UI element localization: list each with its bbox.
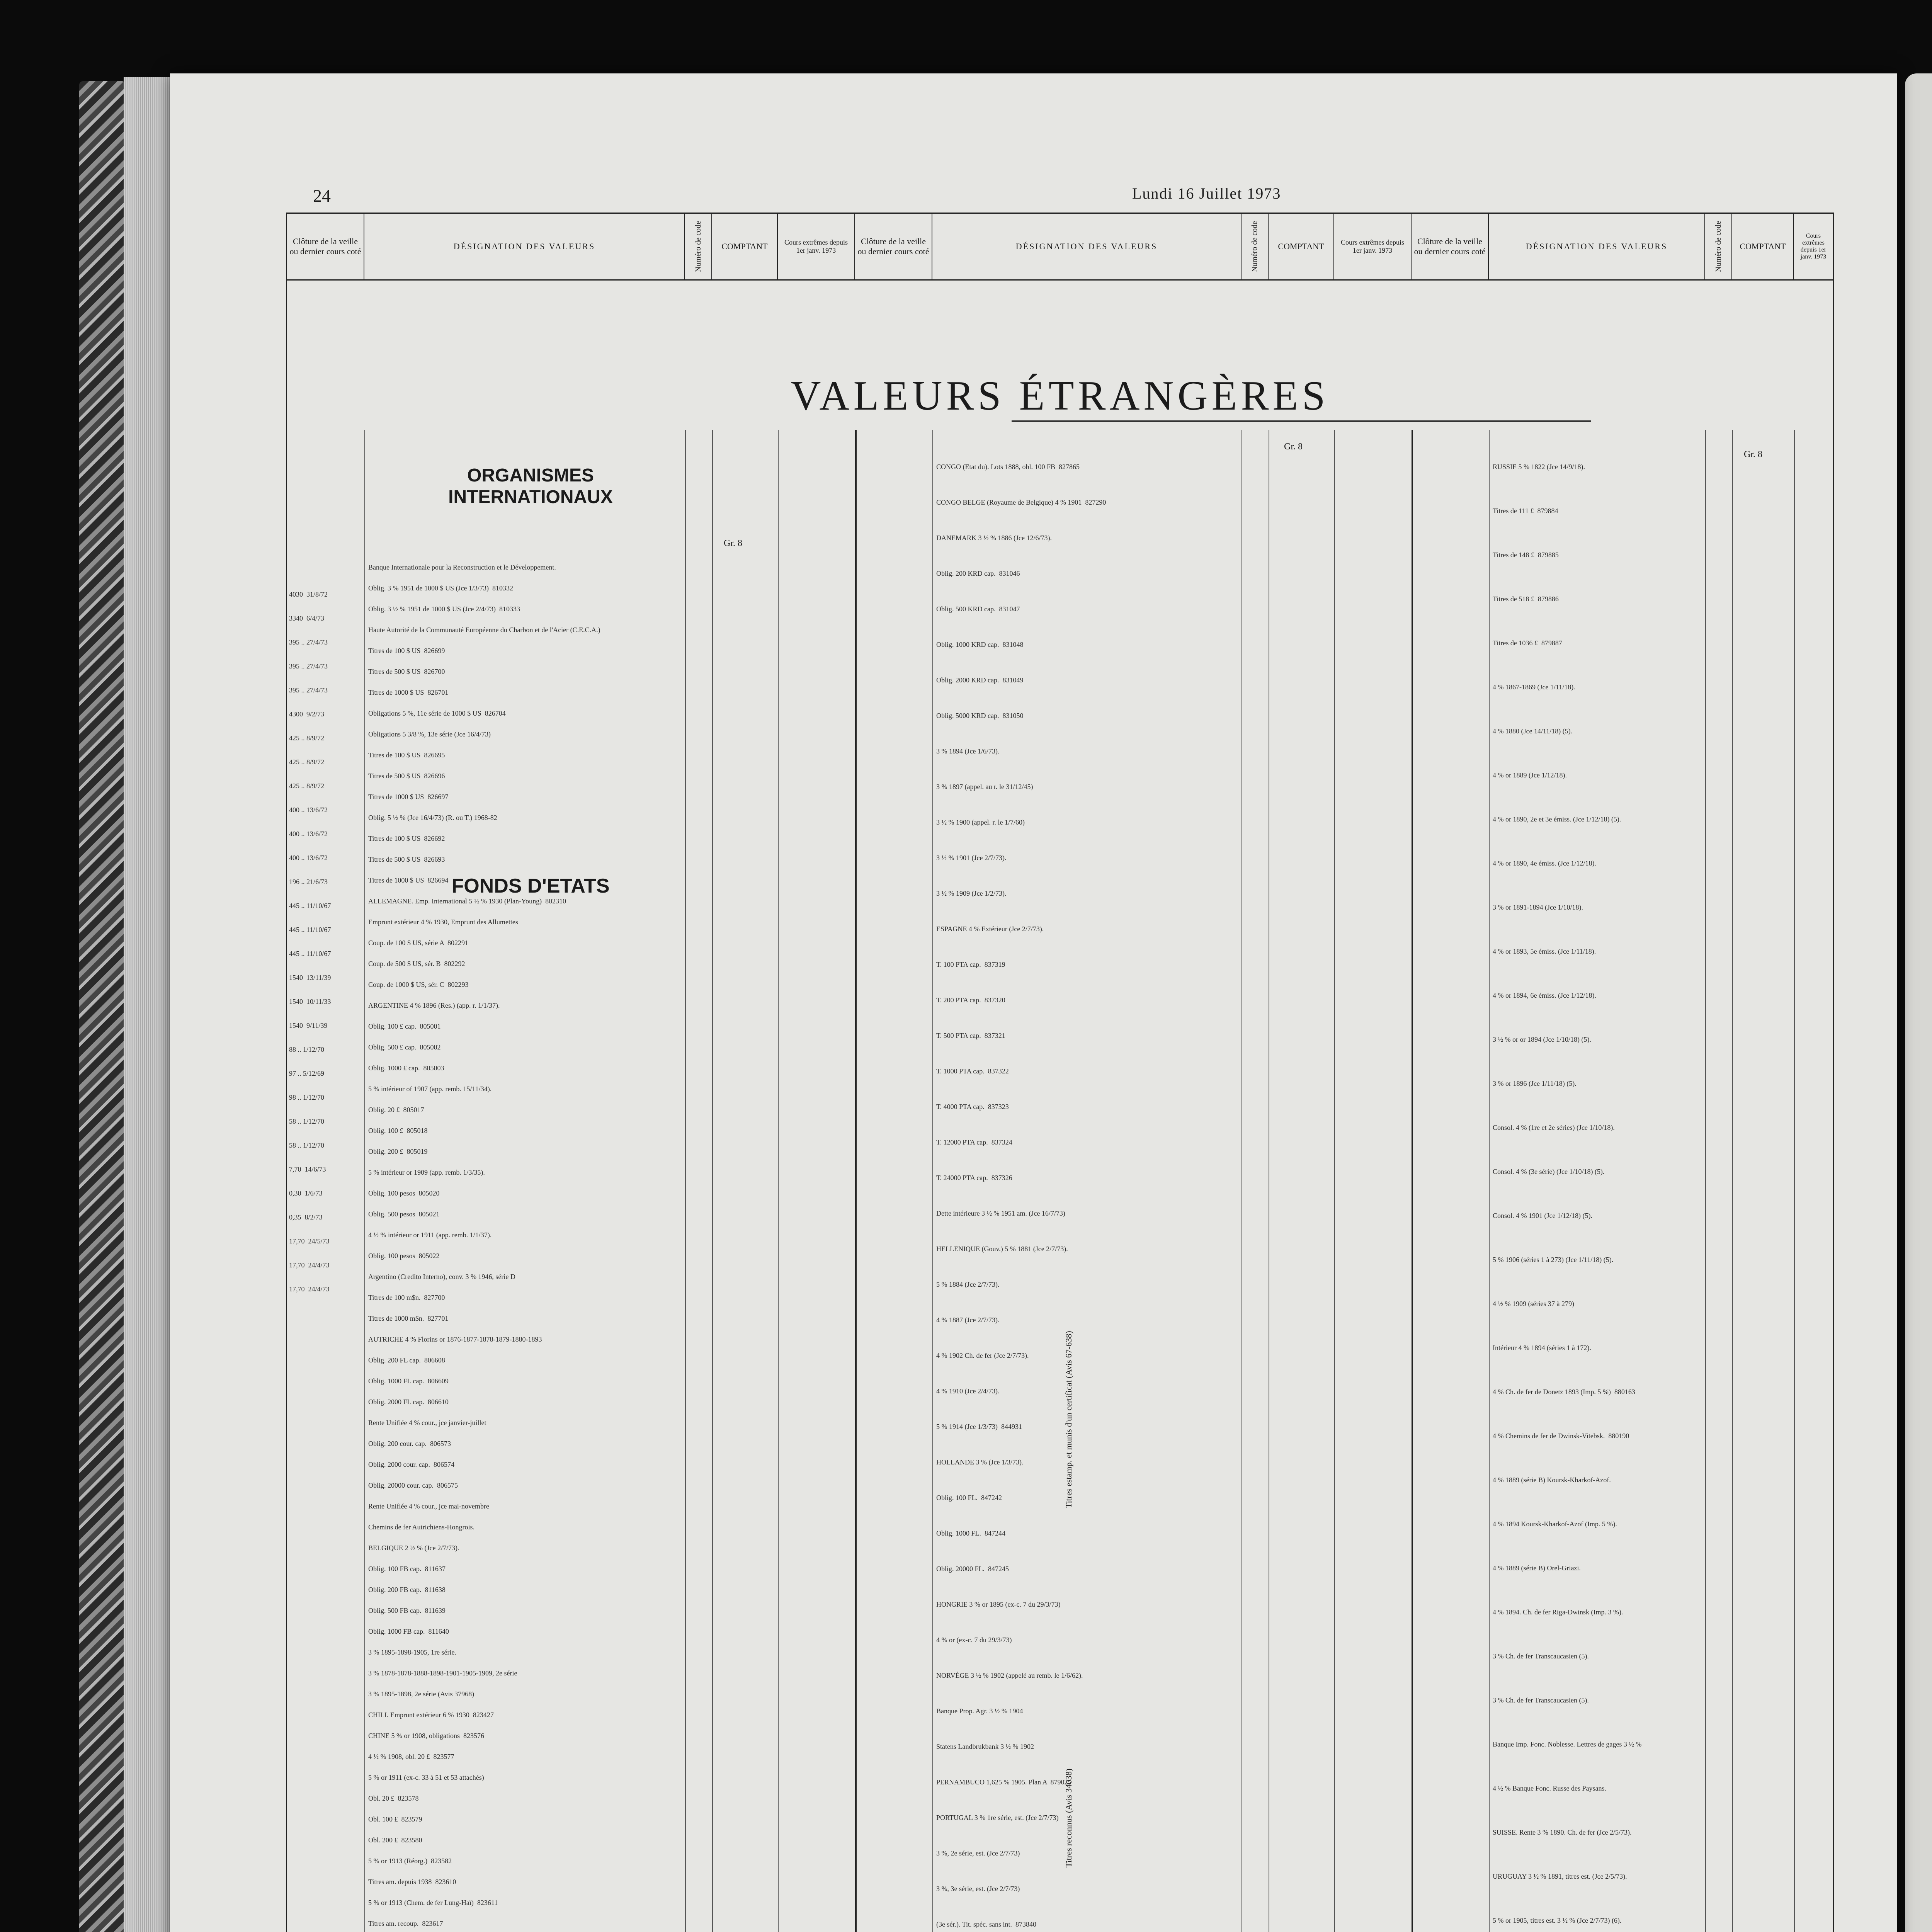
previous-close-value: 58 .. 1/12/70: [289, 1117, 325, 1125]
listing-line: Titres de 1000 $ US 826701: [368, 689, 449, 696]
group-label: Gr. 8: [1744, 449, 1762, 459]
listing-line: Coup. de 1000 $ US, sér. C 802293: [368, 981, 469, 988]
header-extremes: Cours extrêmes depuis 1er janv. 1973: [778, 214, 855, 279]
previous-close-value: 98 .. 1/12/70: [289, 1094, 325, 1101]
header-cloture: Clôture de la veille ou dernier cours coté: [287, 214, 364, 279]
listing-line: Oblig. 20000 cour. cap. 806575: [368, 1481, 458, 1489]
listing-line: Oblig. 500 KRD cap. 831047: [936, 605, 1020, 613]
listing-line: 4 % 1889 (série B) Orel-Griazi.: [1493, 1564, 1581, 1572]
listing-line: 5 % or 1911 (ex-c. 33 à 51 et 53 attachés): [368, 1774, 484, 1781]
listing-line: 4 % Chemins de fer de Dwinsk-Vitebsk. 880190: [1493, 1432, 1629, 1440]
listing-line: Titres de 1000 $ US 826697: [368, 793, 449, 801]
listing-line: 3 % 1894 (Jce 1/6/73).: [936, 747, 1000, 755]
listing-line: Banque Prop. Agr. 3 ½ % 1904: [936, 1707, 1023, 1715]
listing-line: T. 500 PTA cap. 837321: [936, 1032, 1005, 1039]
listing-line: Intérieur 4 % 1894 (séries 1 à 172).: [1493, 1344, 1591, 1352]
listing-line: T. 24000 PTA cap. 837326: [936, 1174, 1012, 1182]
listing-line: Oblig. 500 FB cap. 811639: [368, 1607, 446, 1614]
listing-line: 3 % 1895-1898-1905, 1re série.: [368, 1648, 456, 1656]
listing-line: Obl. 100 £ 823579: [368, 1815, 422, 1823]
listing-line: ESPAGNE 4 % Extérieur (Jce 2/7/73).: [936, 925, 1044, 933]
previous-close-value: 425 .. 8/9/72: [289, 758, 325, 766]
listing-line: 5 % 1884 (Jce 2/7/73).: [936, 1281, 1000, 1288]
previous-close-value: 88 .. 1/12/70: [289, 1046, 325, 1053]
header-code-text: Numéro de code: [1714, 221, 1723, 272]
margin-note-certificat: Titres estamp. et munis d'un certificat (Avis 67-638): [1064, 1331, 1073, 1508]
group-label: Gr. 8: [1284, 442, 1303, 452]
listing-line: 4 % 1889 (série B) Koursk-Kharkof-Azof.: [1493, 1476, 1611, 1484]
listing-line: 3 % Ch. de fer Transcaucasien (5).: [1493, 1652, 1589, 1660]
listing-line: 4 % or 1894, 6e émiss. (Jce 1/12/18).: [1493, 992, 1596, 999]
header-comptant: COMPTANT: [1732, 214, 1794, 279]
listing-line: Titres am. recoup. 823617: [368, 1920, 443, 1927]
previous-close-value: 1540 9/11/39: [289, 1022, 328, 1029]
column-rule: [1489, 430, 1490, 1932]
listing-line: 4 % or 1890, 4e émiss. (Jce 1/12/18).: [1493, 859, 1596, 867]
newspaper-page: [170, 73, 1897, 1932]
listing-line: SUISSE. Rente 3 % 1890. Ch. de fer (Jce 2/5/73).: [1493, 1828, 1632, 1836]
header-comptant: COMPTANT: [712, 214, 778, 279]
listing-line: 3 ½ % 1900 (appel. r. le 1/7/60): [936, 818, 1025, 826]
listing-line: (3e sér.). Tit. spéc. sans int. 873840: [936, 1920, 1036, 1928]
column-rule: [932, 430, 933, 1932]
listing-line: Haute Autorité de la Communauté Européenne du Charbon et de l'Acier (C.E.C.A.): [368, 626, 600, 634]
column-rule: [1334, 430, 1335, 1932]
listing-line: HELLENIQUE (Gouv.) 5 % 1881 (Jce 2/7/73).: [936, 1245, 1068, 1253]
previous-close-value: 400 .. 13/6/72: [289, 830, 328, 838]
listing-line: HOLLANDE 3 % (Jce 1/3/73).: [936, 1458, 1024, 1466]
listing-line: Obl. 200 £ 823580: [368, 1836, 422, 1844]
previous-close-value: 4030 31/8/72: [289, 590, 328, 598]
column-rule: [712, 430, 713, 1932]
listing-line: Titres de 100 $ US 826692: [368, 835, 445, 842]
listing-line: ARGENTINE 4 % 1896 (Res.) (app. r. 1/1/37).: [368, 1002, 500, 1009]
listing-line: Titres de 100 $ US 826699: [368, 647, 445, 655]
listing-line: Obligations 5 %, 11e série de 1000 $ US 826704: [368, 709, 506, 717]
listing-line: 4 % 1880 (Jce 14/11/18) (5).: [1493, 727, 1573, 735]
listing-line: 4 ½ % 1909 (séries 37 à 279): [1493, 1300, 1574, 1308]
listing-line: Oblig. 200 FL cap. 806608: [368, 1356, 445, 1364]
column-rule: [855, 430, 857, 1932]
listing-line: URUGUAY 3 ½ % 1891, titres est. (Jce 2/5/73).: [1493, 1872, 1627, 1880]
header-code: [1705, 214, 1732, 279]
column-header-row: [287, 214, 1833, 281]
listing-line: 5 % 1914 (Jce 1/3/73) 844931: [936, 1423, 1022, 1430]
page-number: 24: [313, 186, 331, 206]
listing-line: T. 100 PTA cap. 837319: [936, 961, 1005, 968]
column-1-previous-close: [289, 588, 364, 1323]
previous-close-value: 445 .. 11/10/67: [289, 926, 331, 934]
listing-line: Oblig. 3 ½ % 1951 de 1000 $ US (Jce 2/4/73) 810333: [368, 605, 520, 613]
column-rule: [364, 430, 365, 1932]
listing-line: T. 12000 PTA cap. 837324: [936, 1138, 1012, 1146]
previous-close-value: 97 .. 5/12/69: [289, 1070, 325, 1077]
listing-line: Titres de 1000 $ US 826694: [368, 876, 449, 884]
listing-line: Oblig. 200 KRD cap. 831046: [936, 570, 1020, 577]
previous-close-value: 17,70 24/4/73: [289, 1285, 330, 1293]
listing-line: Oblig. 1000 FL. 847244: [936, 1529, 1006, 1537]
listing-line: Chemins de fer Autrichiens-Hongrois.: [368, 1523, 474, 1531]
listing-line: Oblig. 3 % 1951 de 1000 $ US (Jce 1/3/73) 810332: [368, 584, 513, 592]
listing-line: 5 % or 1913 (Réorg.) 823582: [368, 1857, 452, 1865]
previous-close-value: 425 .. 8/9/72: [289, 734, 325, 742]
header-designation: DÉSIGNATION DES VALEURS: [932, 214, 1242, 279]
listing-line: Oblig. 100 pesos 805022: [368, 1252, 440, 1260]
listing-line: Titres de 1000 m$n. 827701: [368, 1315, 449, 1322]
previous-close-value: 1540 10/11/33: [289, 998, 331, 1005]
listing-line: 4 % or (ex-c. 7 du 29/3/73): [936, 1636, 1012, 1644]
header-cloture: Clôture de la veille ou dernier cours coté: [1412, 214, 1489, 279]
column-rule: [778, 430, 779, 1932]
listing-line: T. 200 PTA cap. 837320: [936, 996, 1005, 1004]
listing-line: Consol. 4 % (1re et 2e séries) (Jce 1/10/18).: [1493, 1124, 1615, 1131]
previous-close-value: 3340 6/4/73: [289, 614, 325, 622]
table-frame: [286, 213, 1834, 1932]
listing-line: 4 % 1910 (Jce 2/4/73).: [936, 1387, 1000, 1395]
column-1-listings: [368, 561, 685, 1932]
listing-line: Coup. de 100 $ US, série A 802291: [368, 939, 468, 947]
listing-line: AUTRICHE 4 % Florins or 1876-1877-1878-1879-1880-1893: [368, 1335, 542, 1343]
group-label: Gr. 8: [724, 538, 742, 548]
listing-line: 4 ½ % 1908, obl. 20 £ 823577: [368, 1753, 454, 1760]
previous-close-value: 395 .. 27/4/73: [289, 686, 328, 694]
listing-line: 5 % 1906 (séries 1 à 273) (Jce 1/11/18) (5).: [1493, 1256, 1614, 1264]
listing-line: Titres de 100 $ US 826695: [368, 751, 445, 759]
listing-line: Oblig. 500 £ cap. 805002: [368, 1043, 441, 1051]
listing-line: 3 % or 1891-1894 (Jce 1/10/18).: [1493, 903, 1583, 911]
listing-line: Oblig. 1000 FL cap. 806609: [368, 1377, 449, 1385]
listing-line: 3 % Ch. de fer Transcaucasien (5).: [1493, 1696, 1589, 1704]
listing-line: 4 % or 1893, 5e émiss. (Jce 1/11/18).: [1493, 947, 1596, 955]
listing-line: Titres de 148 £ 879885: [1493, 551, 1559, 559]
previous-close-value: 0,30 1/6/73: [289, 1189, 323, 1197]
listing-line: Oblig. 5000 KRD cap. 831050: [936, 712, 1024, 719]
listing-line: Consol. 4 % (3e série) (Jce 1/10/18) (5).: [1493, 1168, 1605, 1175]
listing-line: Oblig. 1000 FB cap. 811640: [368, 1628, 449, 1635]
listing-line: NORVÈGE 3 ½ % 1902 (appelé au remb. le 1/6/62).: [936, 1672, 1083, 1679]
listing-line: 5 % intérieur of 1907 (app. remb. 15/11/34).: [368, 1085, 492, 1093]
listing-line: 4 % or 1890, 2e et 3e émiss. (Jce 1/12/18) (5).: [1493, 815, 1621, 823]
previous-close-value: 395 .. 27/4/73: [289, 638, 328, 646]
header-extremes: Cours extrêmes depuis 1er janv. 1973: [1334, 214, 1412, 279]
listing-line: Oblig. 200 £ 805019: [368, 1148, 428, 1155]
column-rule: [1732, 430, 1733, 1932]
listing-line: Oblig. 100 £ cap. 805001: [368, 1022, 441, 1030]
listing-line: Emprunt extérieur 4 % 1930, Emprunt des Allumettes: [368, 918, 518, 926]
page-edges: [124, 77, 178, 1932]
previous-close-value: 445 .. 11/10/67: [289, 950, 331, 957]
listing-line: Banque Imp. Fonc. Noblesse. Lettres de gages 3 ½ %: [1493, 1740, 1642, 1748]
header-cloture: Clôture de la veille ou dernier cours coté: [855, 214, 932, 279]
listing-line: Dette intérieure 3 ½ % 1951 am. (Jce 16/7/73): [936, 1209, 1065, 1217]
section-fonds-etats: FONDS D'ETATS: [451, 875, 610, 897]
listing-line: Titres de 500 $ US 826693: [368, 855, 445, 863]
listing-line: T. 1000 PTA cap. 837322: [936, 1067, 1009, 1075]
listing-line: Oblig. 100 £ 805018: [368, 1127, 428, 1134]
listing-line: Obl. 20 £ 823578: [368, 1794, 419, 1802]
page-title: VALEURS ÉTRANGÈRES: [791, 373, 1329, 419]
listing-line: 3 ½ % or or 1894 (Jce 1/10/18) (5).: [1493, 1036, 1591, 1043]
listing-line: CONGO (Etat du). Lots 1888, obl. 100 FB 827865: [936, 463, 1080, 471]
listing-line: Obligations 5 3/8 %, 13e série (Jce 16/4/73): [368, 730, 491, 738]
listing-line: Oblig. 200 cour. cap. 806573: [368, 1440, 451, 1447]
header-designation: DÉSIGNATION DES VALEURS: [364, 214, 685, 279]
column-rule: [1794, 430, 1795, 1932]
listing-line: CHINE 5 % or 1908, obligations 823576: [368, 1732, 484, 1740]
listing-line: Oblig. 2000 KRD cap. 831049: [936, 676, 1024, 684]
listing-line: Rente Unifiée 4 % cour., jce mai-novembre: [368, 1502, 489, 1510]
column-2-listings: [936, 461, 1242, 1932]
previous-close-value: 1540 13/11/39: [289, 974, 331, 981]
previous-close-value: 7,70 14/6/73: [289, 1165, 326, 1173]
listing-line: Oblig. 2000 FL cap. 806610: [368, 1398, 449, 1406]
listing-line: CONGO BELGE (Royaume de Belgique) 4 % 1901 827290: [936, 498, 1106, 506]
facing-page-edge: [1905, 73, 1932, 1932]
page-date: Lundi 16 Juillet 1973: [1132, 185, 1281, 202]
listing-line: Oblig. 20000 FL. 847245: [936, 1565, 1009, 1573]
listing-line: Oblig. 100 FL. 847242: [936, 1494, 1002, 1502]
listing-line: Titres de 1036 £ 879887: [1493, 639, 1562, 647]
listing-line: 4 ½ % Banque Fonc. Russe des Paysans.: [1493, 1784, 1606, 1792]
listing-line: 4 % 1867-1869 (Jce 1/11/18).: [1493, 683, 1575, 691]
column-rule: [1705, 430, 1706, 1932]
listing-line: Titres de 518 £ 879886: [1493, 595, 1559, 603]
listing-line: PERNAMBUCO 1,625 % 1905. Plan A 879025: [936, 1778, 1071, 1786]
listing-line: Statens Landbrukbank 3 ½ % 1902: [936, 1743, 1034, 1750]
listing-line: 3 % or 1896 (Jce 1/11/18) (5).: [1493, 1080, 1577, 1087]
listing-line: Oblig. 200 FB cap. 811638: [368, 1586, 446, 1594]
listing-line: CHILI. Emprunt extérieur 6 % 1930 823427: [368, 1711, 494, 1719]
margin-note-reconnus: Titres reconnus (Avis 34038): [1064, 1768, 1073, 1867]
listing-line: 5 % or 1913 (Chem. de fer Lung-Haï) 823611: [368, 1899, 498, 1906]
listing-line: Titres de 500 $ US 826700: [368, 668, 445, 675]
column-rule: [1412, 430, 1413, 1932]
previous-close-value: 58 .. 1/12/70: [289, 1141, 325, 1149]
listing-line: Banque Internationale pour la Reconstruction et le Développement.: [368, 563, 556, 571]
listing-line: 3 % 1895-1898, 2e série (Avis 37968): [368, 1690, 474, 1698]
listing-line: 3 ½ % 1901 (Jce 2/7/73).: [936, 854, 1007, 862]
listing-line: Titres de 100 m$n. 827700: [368, 1294, 445, 1301]
header-comptant: COMPTANT: [1269, 214, 1334, 279]
listing-line: 4 % 1894. Ch. de fer Riga-Dwinsk (Imp. 3 %).: [1493, 1608, 1623, 1616]
listing-line: 4 % 1894 Koursk-Kharkof-Azof (Imp. 5 %).: [1493, 1520, 1617, 1528]
listing-line: Titres de 111 £ 879884: [1493, 507, 1558, 515]
previous-close-value: 425 .. 8/9/72: [289, 782, 325, 790]
listing-line: RUSSIE 5 % 1822 (Jce 14/9/18).: [1493, 463, 1585, 471]
previous-close-value: 196 .. 21/6/73: [289, 878, 328, 886]
listing-line: 3 %, 2e série, est. (Jce 2/7/73): [936, 1849, 1020, 1857]
header-code-text: Numéro de code: [1250, 221, 1259, 272]
listing-line: T. 4000 PTA cap. 837323: [936, 1103, 1009, 1111]
header-designation: DÉSIGNATION DES VALEURS: [1489, 214, 1705, 279]
previous-close-value: 395 .. 27/4/73: [289, 662, 328, 670]
listing-line: 3 %, 3e série, est. (Jce 2/7/73): [936, 1885, 1020, 1893]
listing-line: Rente Unifiée 4 % cour., jce janvier-juillet: [368, 1419, 486, 1427]
listing-line: 3 % 1897 (appel. au r. le 31/12/45): [936, 783, 1033, 791]
previous-close-value: 17,70 24/4/73: [289, 1261, 330, 1269]
previous-close-value: 445 .. 11/10/67: [289, 902, 331, 910]
section-organismes: ORGANISMES INTERNATIONAUX: [448, 465, 613, 507]
header-code: [685, 214, 712, 279]
column-3-listings: [1493, 461, 1705, 1932]
listing-line: Oblig. 500 pesos 805021: [368, 1210, 440, 1218]
title-underline: [1012, 420, 1591, 422]
listing-line: 5 % intérieur or 1909 (app. remb. 1/3/35).: [368, 1168, 485, 1176]
book-binding: [79, 81, 126, 1932]
header-code: [1242, 214, 1269, 279]
listing-line: Consol. 4 % 1901 (Jce 1/12/18) (5).: [1493, 1212, 1592, 1219]
listing-line: Argentino (Credito Interno), conv. 3 % 1946, série D: [368, 1273, 515, 1281]
listing-line: 4 % or 1889 (Jce 1/12/18).: [1493, 771, 1567, 779]
listing-line: PORTUGAL 3 % 1re série, est. (Jce 2/7/73): [936, 1814, 1059, 1821]
listing-line: 4 ½ % intérieur or 1911 (app. remb. 1/1/37).: [368, 1231, 492, 1239]
previous-close-value: 400 .. 13/6/72: [289, 854, 328, 862]
previous-close-value: 400 .. 13/6/72: [289, 806, 328, 814]
listing-line: 4 % Ch. de fer de Donetz 1893 (Imp. 5 %) 880163: [1493, 1388, 1635, 1396]
listing-line: Oblig. 1000 KRD cap. 831048: [936, 641, 1024, 648]
listing-line: DANEMARK 3 ½ % 1886 (Jce 12/6/73).: [936, 534, 1052, 542]
listing-line: HONGRIE 3 % or 1895 (ex-c. 7 du 29/3/73): [936, 1600, 1061, 1608]
listing-line: 4 % 1887 (Jce 2/7/73).: [936, 1316, 1000, 1324]
listing-line: Oblig. 2000 cour. cap. 806574: [368, 1461, 454, 1468]
listing-line: Oblig. 5 ½ % (Jce 16/4/73) (R. ou T.) 1968-82: [368, 814, 497, 821]
listing-line: ALLEMAGNE. Emp. International 5 ½ % 1930 (Plan-Young) 802310: [368, 897, 566, 905]
listing-line: 4 % 1902 Ch. de fer (Jce 2/7/73).: [936, 1352, 1029, 1359]
listing-line: Oblig. 20 £ 805017: [368, 1106, 424, 1114]
previous-close-value: 4300 9/2/73: [289, 710, 325, 718]
listing-line: Oblig. 1000 £ cap. 805003: [368, 1064, 444, 1072]
listing-line: Titres am. depuis 1938 823610: [368, 1878, 456, 1886]
listing-line: Oblig. 100 pesos 805020: [368, 1189, 440, 1197]
listing-line: 3 % 1878-1878-1888-1898-1901-1905-1909, 2e série: [368, 1669, 517, 1677]
listing-line: 5 % or 1905, titres est. 3 ½ % (Jce 2/7/73) (6).: [1493, 1917, 1622, 1924]
listing-line: Titres de 500 $ US 826696: [368, 772, 445, 780]
previous-close-value: 17,70 24/5/73: [289, 1237, 330, 1245]
listing-line: 3 ½ % 1909 (Jce 1/2/73).: [936, 889, 1007, 897]
header-code-text: Numéro de code: [694, 221, 702, 272]
listing-line: BELGIQUE 2 ½ % (Jce 2/7/73).: [368, 1544, 459, 1552]
listing-line: Oblig. 100 FB cap. 811637: [368, 1565, 446, 1573]
column-rule: [685, 430, 686, 1932]
listing-line: Coup. de 500 $ US, sér. B 802292: [368, 960, 465, 968]
previous-close-value: 0,35 8/2/73: [289, 1213, 323, 1221]
header-extremes: Cours extrêmes depuis 1er janv. 1973: [1800, 233, 1827, 260]
